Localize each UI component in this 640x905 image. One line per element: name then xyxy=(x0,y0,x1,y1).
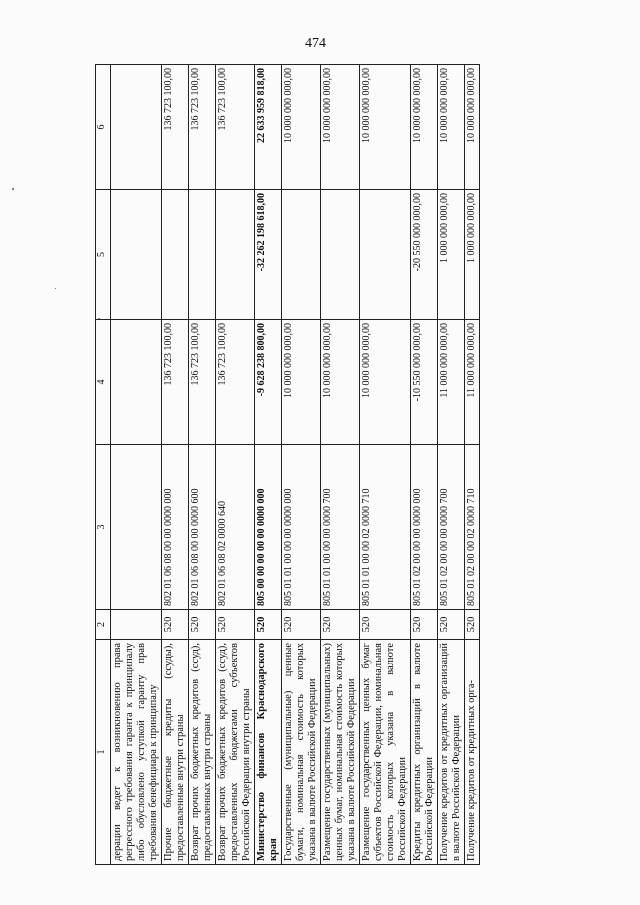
name-cell: Государственные (муниципальные) ценные бумаги, номинальная стоимость которых указана в валюте Российской Федерации xyxy=(282,640,321,865)
code-cell: 520 xyxy=(321,610,360,640)
name-cell: Возврат прочих бюджетных кредитов (ссуд), предоставленных бюджетами субъектов Российской Федерации внутри страны xyxy=(216,640,255,865)
value-cell xyxy=(162,190,189,320)
kbk-cell: 802 01 06 08 00 00 0000 000 xyxy=(162,445,189,610)
table-row xyxy=(189,65,216,865)
header-cell: 4 xyxy=(96,320,111,445)
table-row xyxy=(162,65,189,865)
value-cell: -10 550 000 000,00 xyxy=(411,320,438,445)
value-cell: 11 000 000 000,00 xyxy=(438,320,465,445)
table-row xyxy=(111,65,162,865)
value-cell xyxy=(216,190,255,320)
value-cell xyxy=(321,190,360,320)
value-cell: 1 000 000 000,00 xyxy=(438,190,465,320)
code-cell: 520 xyxy=(360,610,411,640)
code-cell xyxy=(111,610,162,640)
table-row xyxy=(360,65,411,865)
name-cell: Получение кредитов от кредитных орга- xyxy=(465,640,480,865)
code-cell: 520 xyxy=(282,610,321,640)
value-cell: 136 723 100,00 xyxy=(162,65,189,190)
header-cell: 1 xyxy=(96,640,111,865)
value-cell: -9 628 238 800,00 xyxy=(255,320,282,445)
value-cell: -20 550 000 000,00 xyxy=(411,190,438,320)
code-cell: 520 xyxy=(189,610,216,640)
table-row xyxy=(465,65,480,865)
table-row xyxy=(321,65,360,865)
scan-speck xyxy=(12,188,14,190)
table-row xyxy=(282,65,321,865)
code-cell: 520 xyxy=(465,610,480,640)
value-cell: 136 723 100,00 xyxy=(216,65,255,190)
name-cell: Размещение государственных ценных бумаг субъектов Российской Федерации, номинальная стоимость которых указана в валюте Российской Федерации xyxy=(360,640,411,865)
kbk-cell xyxy=(111,445,162,610)
name-cell: дерации ведет к возникновению права регрессного требования гаранта к принципалу либо обусловлено уступкой гаранту прав требования бенефициара к принципалу xyxy=(111,640,162,865)
value-cell: 22 633 959 818,00 xyxy=(255,65,282,190)
name-cell: Возврат прочих бюджетных кредитов (ссуд), предоставленных внутри страны xyxy=(189,640,216,865)
table-row xyxy=(216,65,255,865)
code-cell: 520 xyxy=(411,610,438,640)
value-cell: 10 000 000 000,00 xyxy=(411,65,438,190)
scan-speck xyxy=(55,288,56,289)
value-cell: 10 000 000 000,00 xyxy=(321,65,360,190)
table-row-bold xyxy=(255,65,282,865)
name-cell: Министерство финансов Краснодарского края xyxy=(255,640,282,865)
code-cell: 520 xyxy=(438,610,465,640)
header-cell: 6 xyxy=(96,65,111,190)
kbk-cell: 805 01 02 00 00 00 0000 700 xyxy=(438,445,465,610)
value-cell xyxy=(111,65,162,190)
value-cell: 10 000 000 000,00 xyxy=(282,320,321,445)
value-cell xyxy=(111,320,162,445)
value-cell: 136 723 100,00 xyxy=(189,320,216,445)
value-cell: 10 000 000 000,00 xyxy=(465,65,480,190)
value-cell: -32 262 198 618,00 xyxy=(255,190,282,320)
value-cell xyxy=(189,190,216,320)
rotated-table-wrapper xyxy=(95,65,595,865)
value-cell: 10 000 000 000,00 xyxy=(360,320,411,445)
value-cell: 10 000 000 000,00 xyxy=(360,65,411,190)
name-cell: Получение кредитов от кредитных организаций в валюте Российской Федерации xyxy=(438,640,465,865)
table-row xyxy=(411,65,438,865)
value-cell: 136 723 100,00 xyxy=(162,320,189,445)
header-row xyxy=(96,65,111,865)
header-cell: 3 xyxy=(96,445,111,610)
value-cell: 10 000 000 000,00 xyxy=(438,65,465,190)
value-cell: 136 723 100,00 xyxy=(189,65,216,190)
name-cell: Кредиты кредитных организаций в валюте Российской Федерации xyxy=(411,640,438,865)
code-cell: 520 xyxy=(216,610,255,640)
kbk-cell: 805 01 01 00 00 00 0000 700 xyxy=(321,445,360,610)
value-cell: 1 000 000 000,00 xyxy=(465,190,480,320)
value-cell: 136 723 100,00 xyxy=(216,320,255,445)
kbk-cell: 802 01 06 08 02 0000 640 xyxy=(216,445,255,610)
header-cell: 5 xyxy=(96,190,111,320)
table-row xyxy=(438,65,465,865)
header-cell: 2 xyxy=(96,610,111,640)
code-cell: 520 xyxy=(255,610,282,640)
value-cell xyxy=(282,190,321,320)
kbk-cell: 805 00 00 00 00 00 0000 000 xyxy=(255,445,282,610)
code-cell: 520 xyxy=(162,610,189,640)
value-cell xyxy=(111,190,162,320)
value-cell: 10 000 000 000,00 xyxy=(321,320,360,445)
kbk-cell: 805 01 01 00 00 00 0000 000 xyxy=(282,445,321,610)
budget-table xyxy=(95,64,480,865)
page-number: 474 xyxy=(305,36,326,51)
kbk-cell: 805 01 01 00 00 02 0000 710 xyxy=(360,445,411,610)
value-cell: 11 000 000 000,00 xyxy=(465,320,480,445)
kbk-cell: 802 01 06 08 00 00 0000 600 xyxy=(189,445,216,610)
kbk-cell: 805 01 02 00 00 00 0000 000 xyxy=(411,445,438,610)
value-cell: 10 000 000 000,00 xyxy=(282,65,321,190)
name-cell: Прочие бюджетные кредиты (ссуды), предоставленные внутри страны xyxy=(162,640,189,865)
kbk-cell: 805 01 02 00 00 02 0000 710 xyxy=(465,445,480,610)
name-cell: Размещение государственных (муниципальных) ценных бумаг, номинальная стоимость которых указана в валюте Российской Федерации xyxy=(321,640,360,865)
value-cell xyxy=(360,190,411,320)
